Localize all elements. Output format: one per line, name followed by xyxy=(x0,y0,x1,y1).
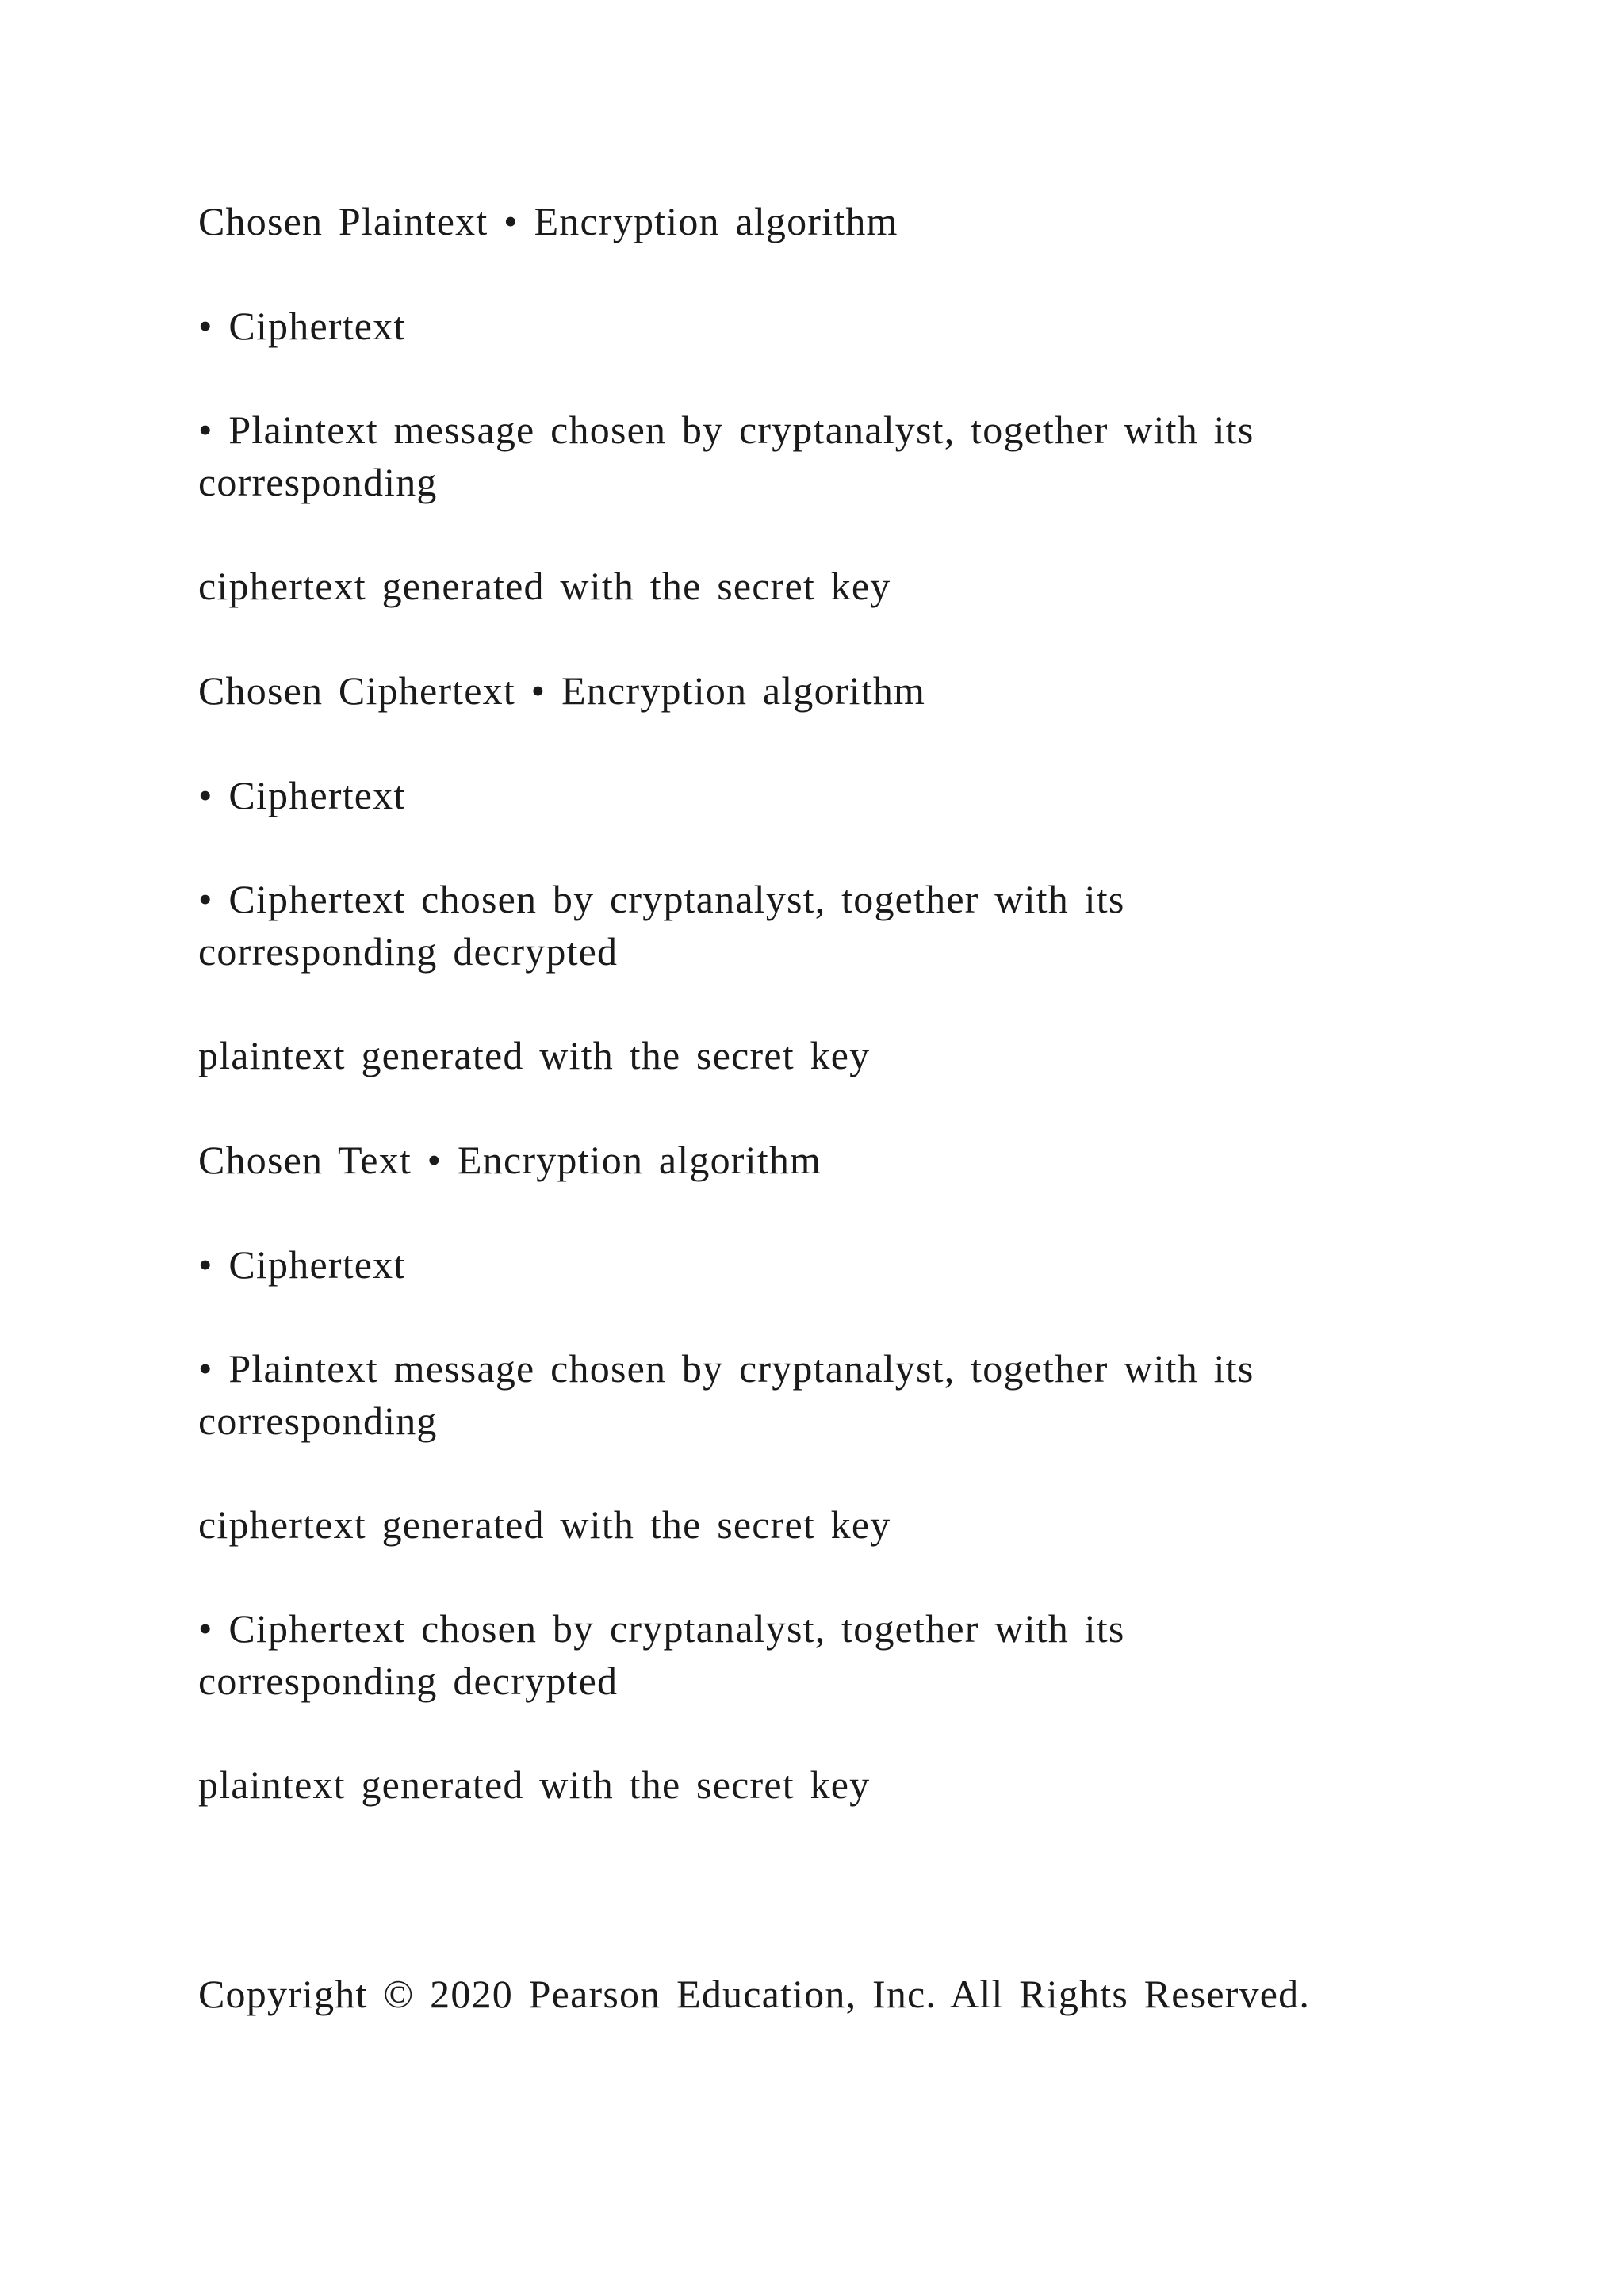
text-line: • Ciphertext chosen by cryptanalyst, together with its xyxy=(198,877,1125,921)
text-ciphertext-generated: ciphertext generated with the secret key xyxy=(198,1502,891,1547)
bullet-ciphertext: • Ciphertext xyxy=(198,1242,406,1287)
bullet-ciphertext-chosen xyxy=(198,873,1125,978)
text-line: corresponding decrypted xyxy=(198,929,619,974)
text-ciphertext-generated: ciphertext generated with the secret key xyxy=(198,564,891,608)
text-line: • Plaintext message chosen by cryptanalyst, together with its xyxy=(198,1346,1254,1391)
bullet-ciphertext: • Ciphertext xyxy=(198,773,406,817)
text-line: • Plaintext message chosen by cryptanalyst, together with its xyxy=(198,408,1254,452)
bullet-plaintext-message xyxy=(198,404,1254,508)
text-line: • Ciphertext chosen by cryptanalyst, together with its xyxy=(198,1606,1125,1651)
bullet-plaintext-message xyxy=(198,1342,1254,1447)
text-line: corresponding decrypted xyxy=(198,1659,619,1703)
text-plaintext-generated: plaintext generated with the secret key xyxy=(198,1033,871,1077)
text-line: corresponding xyxy=(198,1399,438,1443)
heading-chosen-text: Chosen Text • Encryption algorithm xyxy=(198,1138,822,1182)
heading-chosen-plaintext: Chosen Plaintext • Encryption algorithm xyxy=(198,199,898,243)
bullet-ciphertext: • Ciphertext xyxy=(198,304,406,348)
copyright-footer: Copyright © 2020 Pearson Education, Inc. All Rights Reserved. xyxy=(198,1972,1311,2016)
text-plaintext-generated: plaintext generated with the secret key xyxy=(198,1762,871,1807)
bullet-ciphertext-chosen xyxy=(198,1602,1125,1707)
text-line: corresponding xyxy=(198,460,438,504)
heading-chosen-ciphertext: Chosen Ciphertext • Encryption algorithm xyxy=(198,668,926,713)
